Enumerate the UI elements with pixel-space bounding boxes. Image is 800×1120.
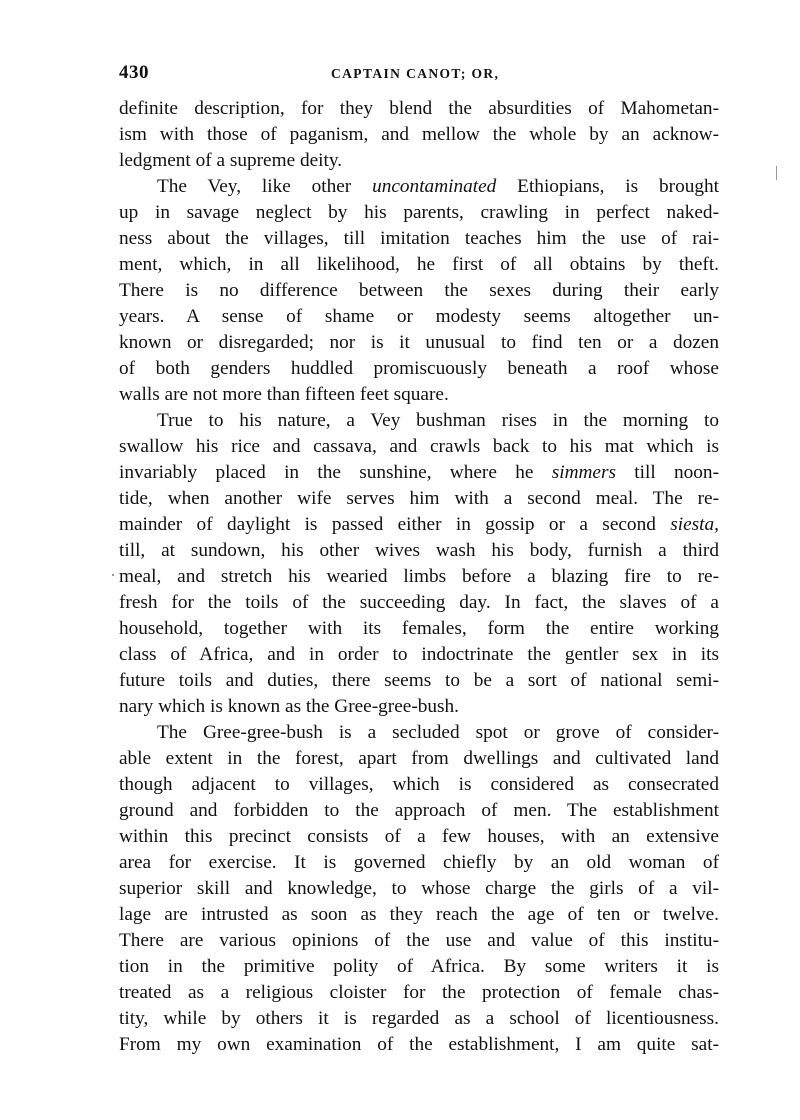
italic-phrase: siesta, [670,514,719,535]
page-number: 430 [119,62,149,83]
text-line: There are various opinions of the use and value of this institu- [119,930,719,951]
text-line: walls are not more than fifteen feet square. [119,384,449,405]
italic-phrase: simmers [551,462,616,483]
italic-phrase: uncontaminated [372,176,497,197]
line-segment: till noon- [615,462,719,483]
text-line: years. A sense of shame or modesty seems altogether un- [119,306,719,327]
text-line: nary which is known as the Gree-gree-bush. [119,696,459,717]
text-line: ground and forbidden to the approach of men. The establishment [119,800,719,821]
text-line: True to his nature, a Vey bushman rises in the morning to [157,410,719,431]
text-line: known or disregarded; nor is it unusual to find ten or a dozen [119,332,719,353]
text-line: superior skill and knowledge, to whose charge the girls of a vil- [119,878,719,899]
text-line: tity, while by others it is regarded as a school of licentiousness. [119,1008,719,1029]
text-line: The Gree-gree-bush is a secluded spot or grove of consider- [157,722,719,743]
text-line: There is no difference between the sexes during their early [119,280,719,301]
text-line: of both genders huddled promiscuously beneath a roof whose [119,358,719,379]
text-line: From my own examination of the establishment, I am quite sat- [119,1034,719,1055]
text-line: ism with those of paganism, and mellow the whole by an acknow- [119,124,719,145]
text-line [119,512,719,538]
line-segment: The Vey, like other [157,176,373,197]
text-line: till, at sundown, his other wives wash his body, furnish a third [119,540,719,561]
text-line: tide, when another wife serves him with a second meal. The re- [119,488,719,509]
text-line: lage are intrusted as soon as they reach the age of ten or twelve. [119,904,719,925]
text-line: tion in the primitive polity of Africa. By some writers it is [119,956,719,977]
text-line: household, together with its females, form the entire working [119,618,719,639]
text-line: future toils and duties, there seems to be a sort of national semi- [119,670,719,691]
text-line: ment, which, in all likelihood, he first of all obtains by theft. [119,254,719,275]
scan-margin-mark [776,166,777,180]
text-line: area for exercise. It is governed chiefly by an old woman of [119,852,719,873]
text-line: up in savage neglect by his parents, crawling in perfect naked- [119,202,719,223]
text-line: treated as a religious cloister for the protection of female chas- [119,982,719,1003]
running-head: CAPTAIN CANOT; OR, [331,66,500,81]
text-line: ness about the villages, till imitation teaches him the use of rai- [119,228,719,249]
text-line: though adjacent to villages, which is considered as consecrated [119,774,719,795]
text-line: swallow his rice and cassava, and crawls back to his mat which is [119,436,719,457]
line-segment: Ethiopians, is brought [496,176,719,197]
text-line: meal, and stretch his wearied limbs before a blazing fire to re- [119,566,719,587]
line-segment: mainder of daylight is passed either in gossip or a second [119,514,671,535]
text-line [119,460,719,486]
text-line: within this precinct consists of a few houses, with an extensive [119,826,719,847]
scan-speck [112,574,114,576]
text-line: able extent in the forest, apart from dwellings and cultivated land [119,748,719,769]
line-segment: invariably placed in the sunshine, where he [119,462,552,483]
text-line: fresh for the toils of the succeeding day. In fact, the slaves of a [119,592,719,613]
text-line: class of Africa, and in order to indoctrinate the gentler sex in its [119,644,719,665]
text-line: definite description, for they blend the absurdities of Mahometan- [119,98,719,119]
text-line [157,174,719,200]
page-header [119,62,719,86]
text-line: ledgment of a supreme deity. [119,150,343,171]
